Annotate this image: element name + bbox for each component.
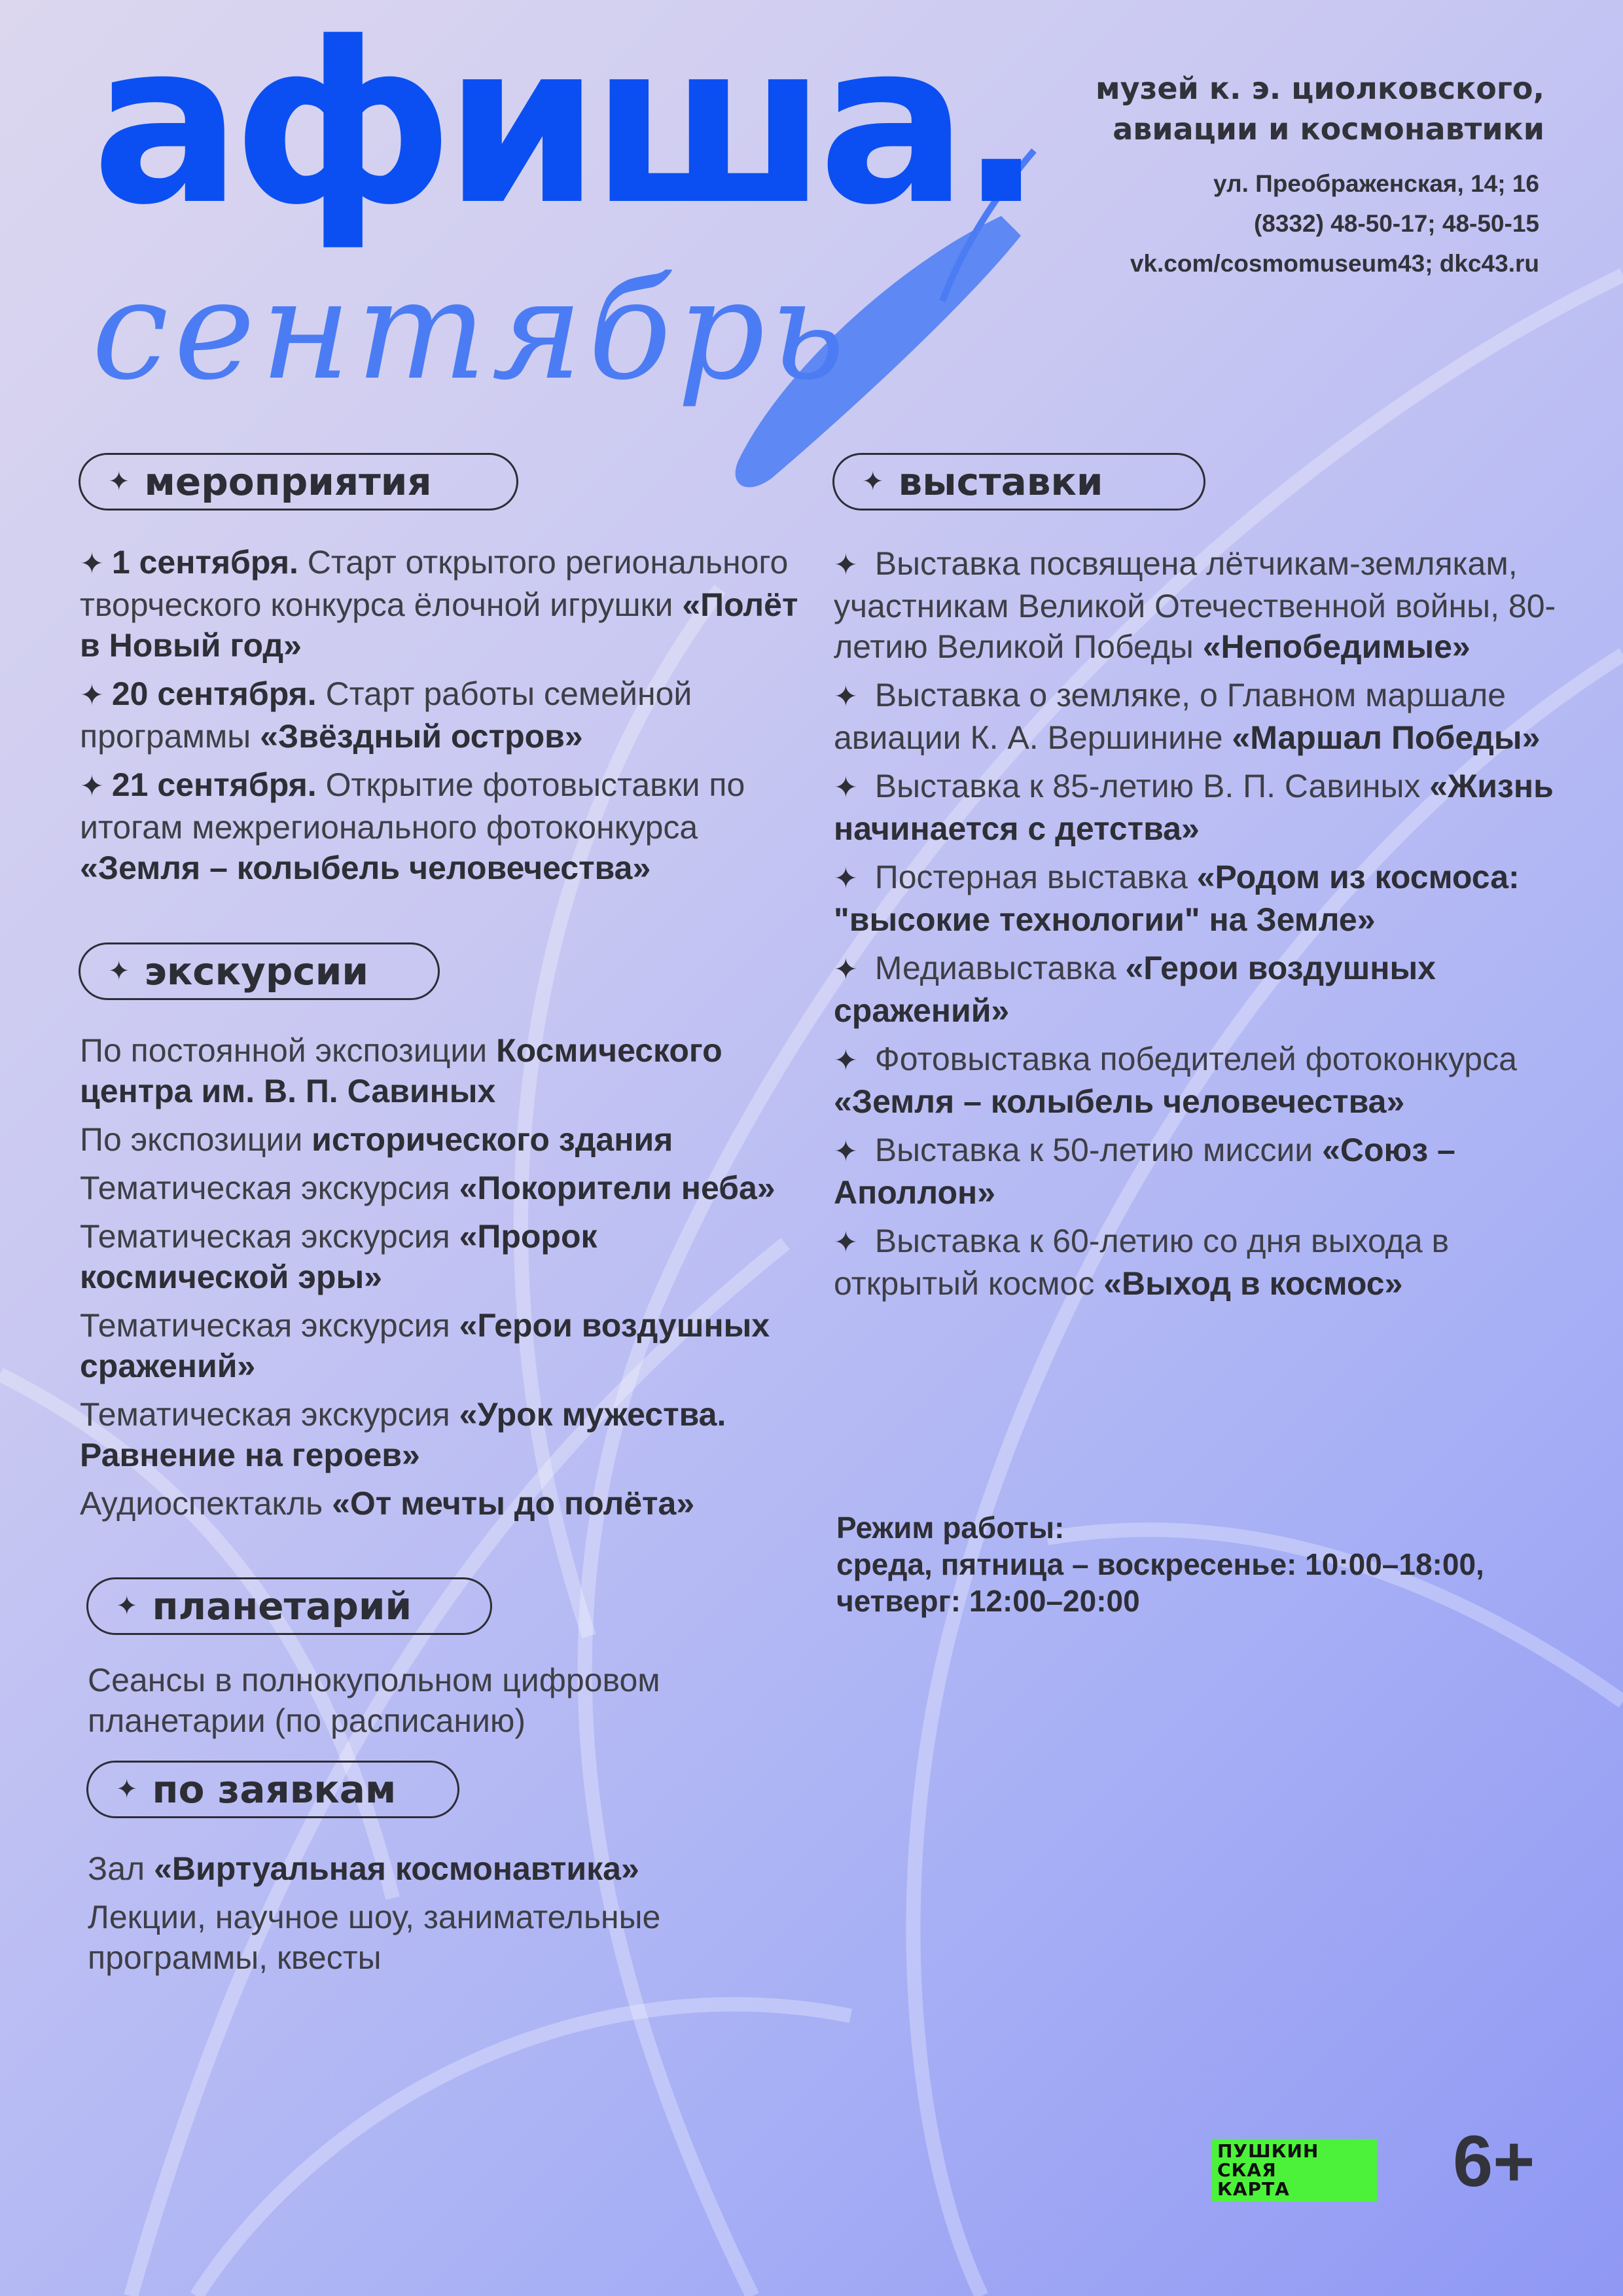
list-item xyxy=(80,1030,813,1111)
event-text: Старт работы семейной программы xyxy=(80,675,692,755)
section-excursions-label: экскурсии xyxy=(144,949,368,994)
exhibition-text: Выставка о земляке, о Главном маршале авиации К. А. Вершинине xyxy=(834,677,1507,756)
exhibition-text: Выставка к 50-летию миссии xyxy=(865,1132,1323,1168)
exhibition-text: Выставка посвящена лётчикам-землякам, участникам Великой Отечественной войны, 80-летию Великой Победы xyxy=(834,545,1556,665)
section-exhibitions-label: выставки xyxy=(898,459,1103,504)
museum-contacts xyxy=(1130,164,1539,283)
star-icon: ✦ xyxy=(834,1136,858,1168)
list-item xyxy=(88,1848,775,1889)
excursion-name: «Пророк космической эры» xyxy=(80,1218,597,1295)
age-rating: 6+ xyxy=(1453,2121,1535,2202)
star-icon: ✦ xyxy=(80,679,104,711)
list-item xyxy=(80,673,813,757)
exhibition-text: Фотовыставка победителей фотоконкурса xyxy=(865,1041,1517,1077)
list-item xyxy=(80,1216,813,1297)
exhibition-name: «Жизнь начинается с детства» xyxy=(834,768,1554,847)
star-icon: ✦ xyxy=(834,863,858,895)
exhibition-name: «Родом из космоса: "высокие технологии" на Земле» xyxy=(834,859,1520,938)
star-icon: ✦ xyxy=(834,954,858,986)
excursion-name: Космического центра им. В. П. Савиных xyxy=(80,1032,722,1109)
museum-name-line1: музей к. э. циолковского, xyxy=(1096,71,1544,106)
website-links[interactable]: vk.com/cosmomuseum43; dkc43.ru xyxy=(1130,250,1539,277)
phones: (8332) 48-50-17; 48-50-15 xyxy=(1253,210,1539,237)
star-icon: ✦ xyxy=(108,956,130,986)
list-item xyxy=(80,1305,813,1386)
logo-line2: СКАЯ xyxy=(1217,2159,1277,2181)
list-item xyxy=(834,543,1560,667)
working-hours xyxy=(836,1509,1484,1619)
exhibition-text: Медиавыставка xyxy=(865,950,1126,986)
exhibition-text: Выставка к 60-летию со дня выхода в открытый космос xyxy=(834,1223,1450,1302)
list-item xyxy=(80,1168,813,1208)
excursion-text: Тематическая экскурсия xyxy=(80,1396,459,1433)
on-request-name: «Виртуальная космонавтика» xyxy=(154,1850,639,1887)
list-item xyxy=(80,1483,813,1524)
star-icon: ✦ xyxy=(862,467,884,497)
planetarium-text: Сеансы в полнокупольном цифровом планетарии (по расписанию) xyxy=(88,1662,660,1739)
excursion-name: «Покорители неба» xyxy=(459,1170,776,1206)
star-icon: ✦ xyxy=(116,1774,138,1804)
list-item xyxy=(80,1119,813,1160)
excursions-list xyxy=(80,1030,813,1532)
on-request-text: Лекции, научное шоу, занимательные программы, квесты xyxy=(88,1899,661,1976)
excursion-text: Тематическая экскурсия xyxy=(80,1218,459,1255)
on-request-text: Зал xyxy=(88,1850,154,1887)
exhibition-text: Выставка к 85-летию В. П. Савиных xyxy=(865,768,1430,804)
event-name: «Звёздный остров» xyxy=(260,718,583,755)
excursion-text: Тематическая экскурсия xyxy=(80,1170,459,1206)
logo-line3: КАРТА xyxy=(1217,2178,1290,2200)
list-item xyxy=(80,1394,813,1475)
logo-line1: ПУШКИН xyxy=(1217,2140,1319,2162)
list-item xyxy=(80,764,813,888)
exhibition-name: «Маршал Победы» xyxy=(1232,719,1541,756)
museum-name-line2: авиации и космонавтики xyxy=(1113,111,1544,147)
planetarium-block xyxy=(88,1660,742,1749)
excursion-text: Тематическая экскурсия xyxy=(80,1307,459,1344)
exhibition-name: «Союз – Аполлон» xyxy=(834,1132,1455,1211)
page-title: афиша. xyxy=(92,0,1035,254)
event-date: 1 сентября. xyxy=(111,544,298,581)
excursion-text: Аудиоспектакль xyxy=(80,1485,332,1522)
excursion-name: «Герои воздушных сражений» xyxy=(80,1307,770,1384)
list-item xyxy=(834,675,1560,758)
section-planetarium-label: планетарий xyxy=(152,1584,412,1628)
pushkin-card-logo xyxy=(1212,2139,1377,2202)
exhibition-name: «Земля – колыбель человечества» xyxy=(834,1083,1405,1120)
event-text: Старт открытого регионального творческого конкурса ёлочной игрушки xyxy=(80,544,789,623)
event-text: Открытие фотовыставки по итогам межрегионального фотоконкурса xyxy=(80,766,745,846)
section-on-request-label: по заявкам xyxy=(152,1767,397,1812)
working-hours-line1: среда, пятница – воскресенье: 10:00–18:00, xyxy=(836,1547,1484,1581)
exhibition-name: «Герои воздушных сражений» xyxy=(834,950,1436,1029)
event-date: 20 сентября. xyxy=(111,675,317,712)
list-item xyxy=(834,857,1560,940)
events-list xyxy=(80,542,813,896)
exhibitions-list xyxy=(834,543,1560,1312)
list-item xyxy=(88,1897,775,1978)
excursion-name: «Урок мужества. Равнение на героев» xyxy=(80,1396,726,1473)
section-planetarium-pill xyxy=(86,1577,492,1635)
star-icon: ✦ xyxy=(834,1227,858,1259)
list-item xyxy=(834,1130,1560,1213)
section-excursions-pill xyxy=(79,942,440,1000)
museum-name xyxy=(1096,68,1544,149)
address: ул. Преображенская, 14; 16 xyxy=(1213,170,1539,197)
section-events-pill xyxy=(79,453,518,511)
working-hours-title: Режим работы: xyxy=(836,1511,1065,1545)
exhibition-name: «Выход в космос» xyxy=(1103,1265,1403,1302)
excursion-name: «От мечты до полёта» xyxy=(332,1485,695,1522)
excursion-name: исторического здания xyxy=(312,1121,673,1158)
event-date: 21 сентября. xyxy=(111,766,317,803)
on-request-list xyxy=(88,1848,775,1986)
star-icon: ✦ xyxy=(834,772,858,804)
exhibition-text: Постерная выставка xyxy=(865,859,1197,895)
section-on-request-pill xyxy=(86,1761,459,1818)
star-icon: ✦ xyxy=(80,770,104,802)
event-name: «Земля – колыбель человечества» xyxy=(80,850,651,886)
star-icon: ✦ xyxy=(108,467,130,497)
star-icon: ✦ xyxy=(834,1045,858,1077)
month-script-title: сентябрь xyxy=(92,250,851,410)
event-name: «Полёт в Новый год» xyxy=(80,586,798,664)
list-item xyxy=(80,542,813,666)
excursion-text: По постоянной экспозиции xyxy=(80,1032,497,1069)
list-item xyxy=(834,948,1560,1031)
list-item xyxy=(834,766,1560,849)
list-item xyxy=(834,1039,1560,1122)
star-icon: ✦ xyxy=(80,548,104,580)
star-icon: ✦ xyxy=(834,549,858,581)
exhibition-name: «Непобедимые» xyxy=(1202,628,1471,665)
list-item xyxy=(834,1221,1560,1304)
section-events-label: мероприятия xyxy=(144,459,432,504)
star-icon: ✦ xyxy=(116,1591,138,1621)
excursion-text: По экспозиции xyxy=(80,1121,312,1158)
section-exhibitions-pill xyxy=(832,453,1205,511)
star-icon: ✦ xyxy=(834,681,858,713)
working-hours-line2: четверг: 12:00–20:00 xyxy=(836,1584,1140,1618)
